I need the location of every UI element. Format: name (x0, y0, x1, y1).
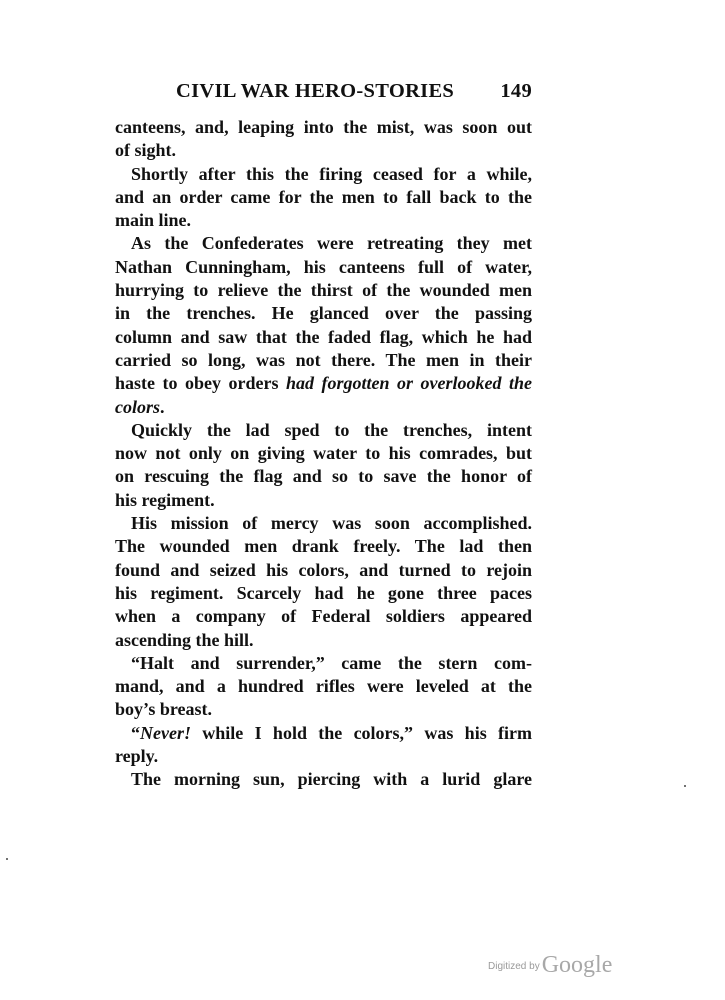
paragraph-first-line: The morning sun, piercing with a lurid glare (131, 769, 532, 790)
text-line: ascending the hill. (115, 629, 254, 650)
text-run: . (160, 396, 165, 417)
digitized-label: Digitized by (488, 961, 540, 972)
body-text (115, 116, 532, 792)
text-line: on rescuing the flag and so to save the honor of (115, 466, 532, 487)
running-header (176, 80, 532, 108)
google-logo: Google (541, 952, 613, 978)
text-line: found and seized his colors, and turned to rejoin (115, 559, 532, 580)
running-title: CIVIL WAR HERO-STORIES (176, 80, 455, 102)
text-line: canteens, and, leaping into the mist, was soon out (115, 117, 532, 137)
italic-emphasis: colors (115, 396, 160, 417)
text-line: main line. (115, 210, 192, 231)
italic-emphasis: had forgotten or overlooked the (285, 373, 532, 394)
paragraph-first-line (115, 722, 532, 745)
text-run: haste to obey orders (115, 373, 286, 394)
page-number: 149 (500, 80, 532, 102)
text-line: mand, and a hundred rifles were leveled at the (115, 676, 532, 697)
text-line: his regiment. (115, 489, 215, 510)
text-run: “ (131, 722, 140, 743)
text-line: in the trenches. He glanced over the passing (115, 303, 532, 324)
text-line: carried so long, was not there. The men in their (115, 349, 532, 370)
scan-speck (6, 858, 8, 860)
text-line: reply. (115, 746, 159, 767)
text-line (115, 396, 532, 419)
paragraph-first-line: “Halt and surrender,” came the stern com- (131, 652, 532, 673)
text-line: hurrying to relieve the thirst of the wounded men (115, 280, 532, 301)
paragraph-first-line: As the Confederates were retreating they met (131, 233, 532, 254)
paragraph-first-line: Quickly the lad sped to the trenches, intent (131, 419, 532, 440)
italic-emphasis: Never! (140, 722, 191, 743)
text-line: now not only on giving water to his comrades, but (115, 443, 532, 464)
text-line: when a company of Federal soldiers appeared (115, 606, 532, 627)
text-line (115, 372, 532, 395)
scan-speck (684, 785, 686, 787)
digitized-by-watermark (488, 952, 612, 982)
paragraph-first-line: His mission of mercy was soon accomplished. (131, 513, 532, 534)
text-run: while I hold the colors,” was his firm (190, 722, 532, 743)
text-line: Nathan Cunningham, his canteens full of water, (115, 256, 532, 277)
paragraph-first-line: Shortly after this the firing ceased for a while, (131, 163, 532, 184)
text-line: column and saw that the faded flag, which he had (115, 326, 532, 347)
text-line: of sight. (115, 140, 177, 161)
text-line: boy’s breast. (115, 699, 213, 720)
text-line: and an order came for the men to fall back to the (115, 186, 532, 207)
text-line: The wounded men drank freely. The lad then (115, 536, 532, 557)
text-line: his regiment. Scarcely had he gone three paces (115, 582, 532, 603)
